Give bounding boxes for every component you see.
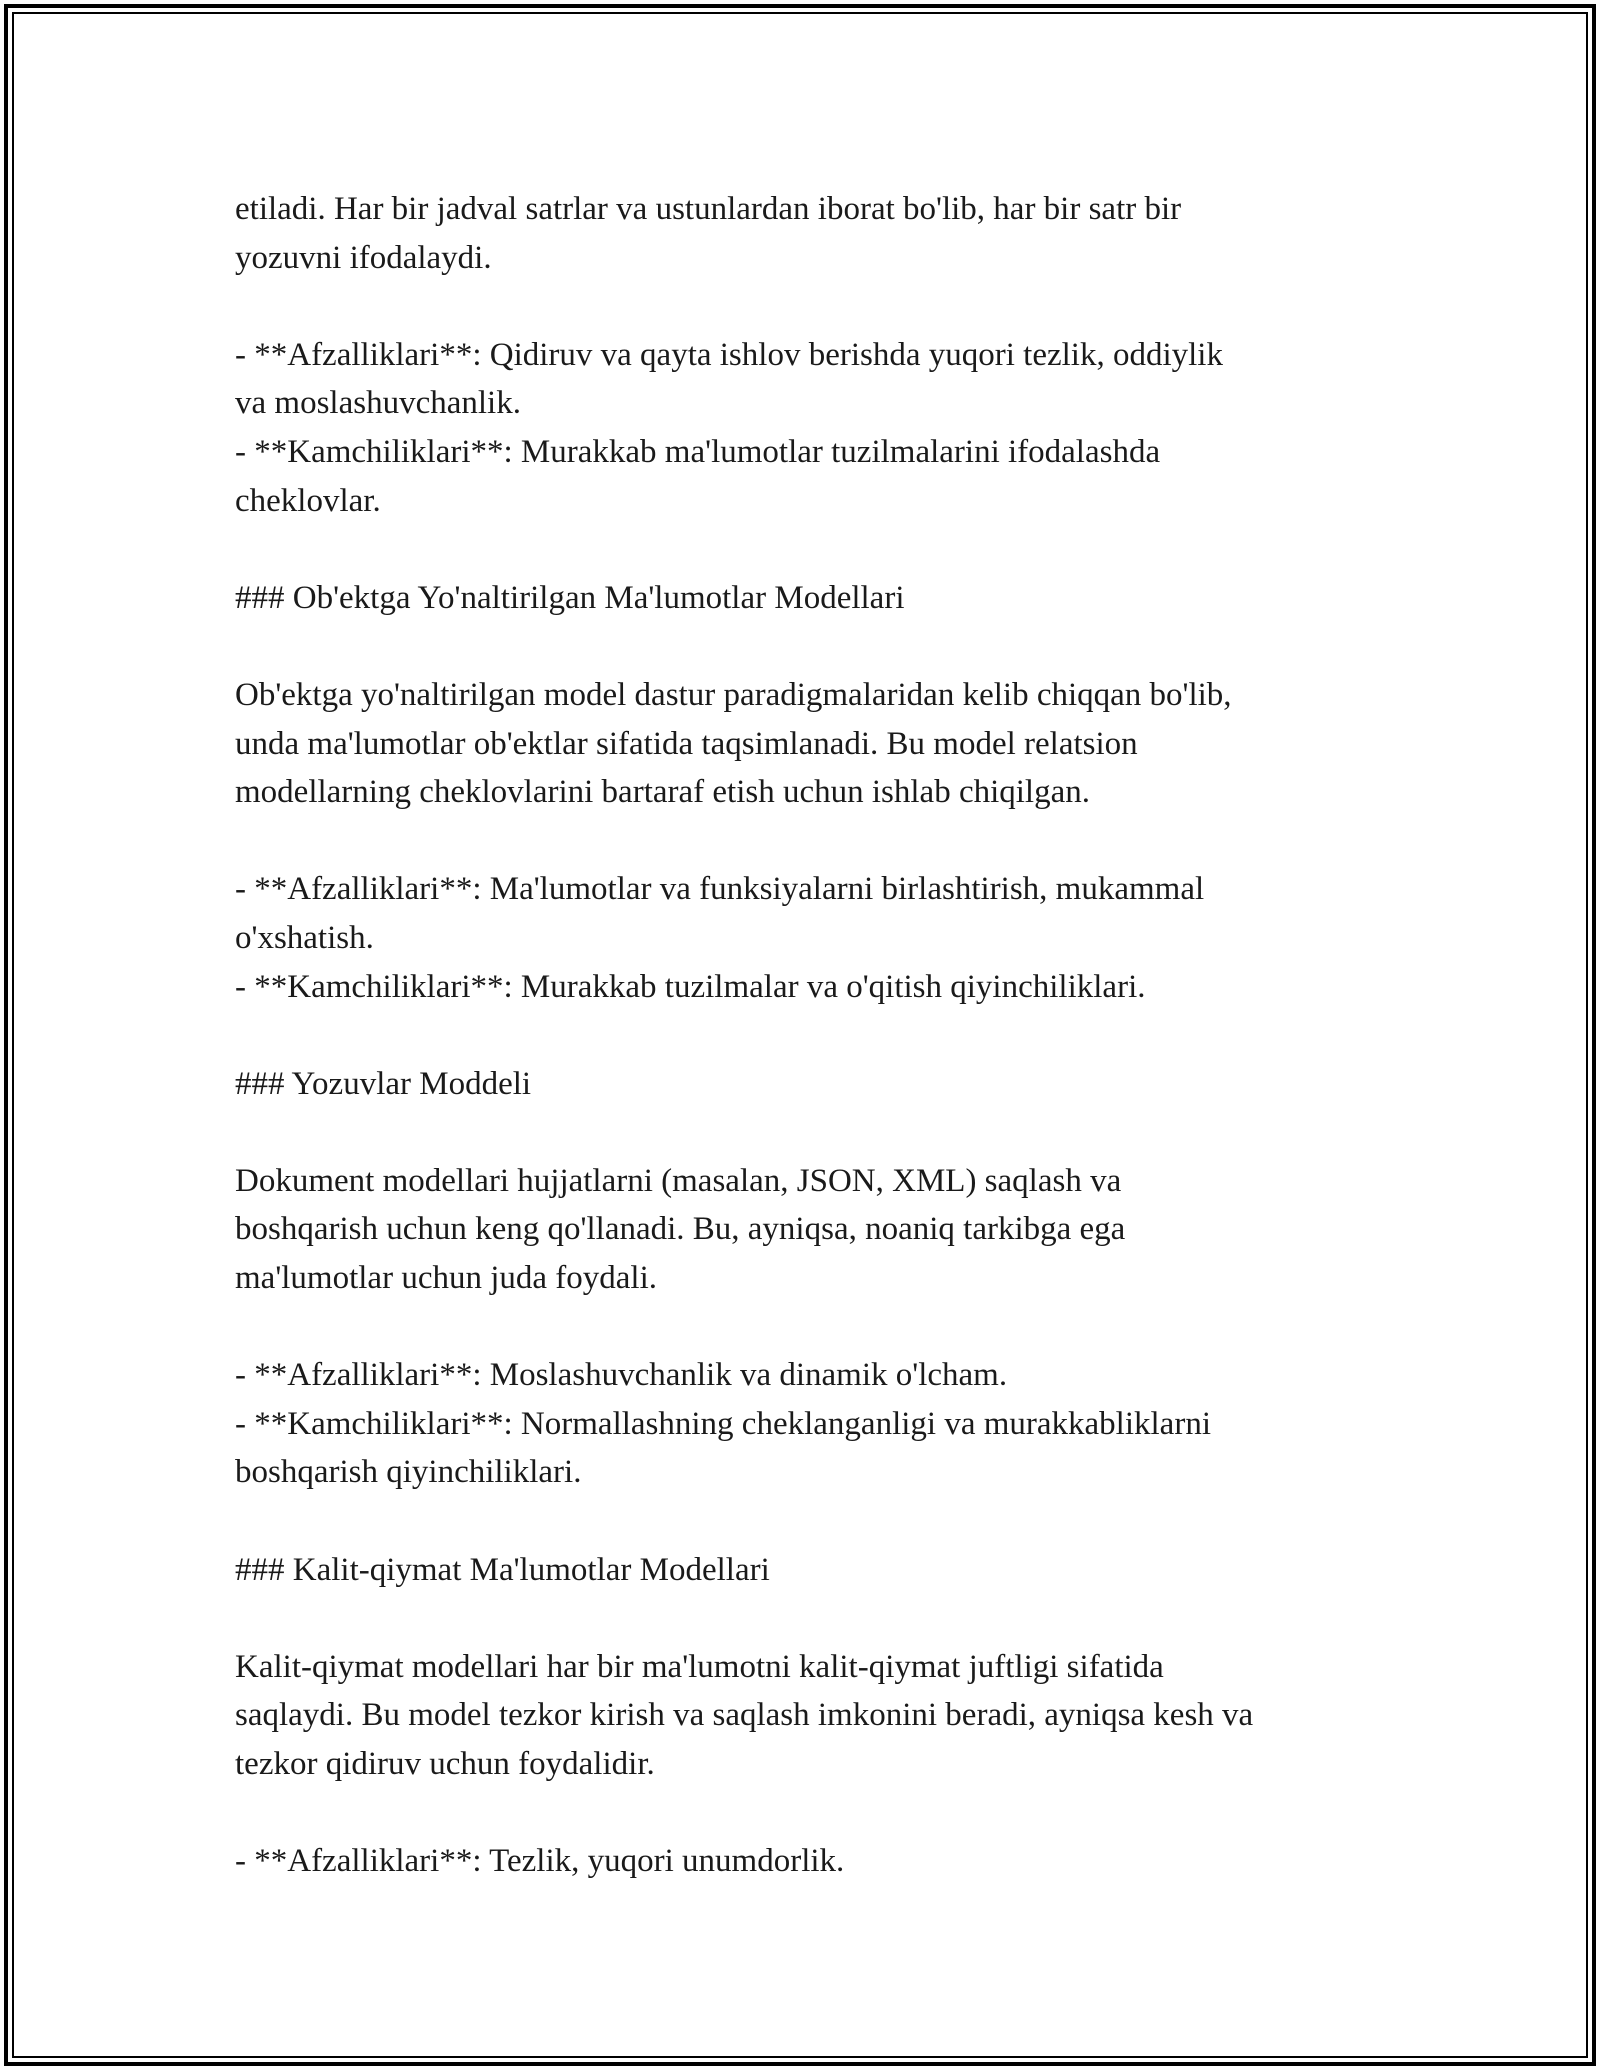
body-paragraph	[235, 1157, 1395, 1303]
bullet-list	[235, 1351, 1395, 1497]
bullet-list	[235, 1837, 1395, 1886]
document-page	[235, 185, 1395, 1886]
list-item-line: - **Kamchiliklari**: Murakkab ma'lumotlar tuzilmalarini ifodalashda	[235, 433, 1161, 470]
paragraph-line: tezkor qidiruv uchun foydalidir.	[235, 1746, 655, 1782]
heading-text: ### Kalit-qiymat Ma'lumotlar Modellari	[235, 1551, 770, 1588]
body-paragraph	[235, 1643, 1395, 1789]
list-item-line: - **Afzalliklari**: Moslashuvchanlik va dinamik o'lcham.	[235, 1357, 1008, 1394]
paragraph-line: saqlaydi. Bu model tezkor kirish va saqlash imkonini beradi, ayniqsa kesh va	[235, 1697, 1254, 1734]
heading-text: ### Ob'ektga Yo'naltirilgan Ma'lumotlar Modellari	[235, 579, 905, 616]
section-heading	[235, 1546, 1395, 1595]
paragraph-line: Kalit-qiymat modellari har bir ma'lumotni kalit-qiymat juftligi sifatida	[235, 1648, 1164, 1685]
paragraph-line: ma'lumotlar uchun juda foydali.	[235, 1260, 658, 1297]
paragraph-line: modellarning cheklovlarini bartaraf etish uchun ishlab chiqilgan.	[235, 774, 1090, 811]
body-paragraph	[235, 185, 1395, 282]
list-item-line: - **Afzalliklari**: Qidiruv va qayta ishlov berishda yuqori tezlik, oddiylik	[235, 336, 1223, 373]
heading-text: ### Yozuvlar Moddeli	[235, 1065, 532, 1102]
list-item-line: - **Afzalliklari**: Tezlik, yuqori unumdorlik.	[235, 1843, 845, 1880]
list-item-line: - **Kamchiliklari**: Normallashning cheklanganligi va murakkabliklarni	[235, 1405, 1211, 1442]
paragraph-line: boshqarish uchun keng qo'llanadi. Bu, ayniqsa, noaniq tarkibga ega	[235, 1211, 1126, 1248]
paragraph-line: unda ma'lumotlar ob'ektlar sifatida taqsimlanadi. Bu model relatsion	[235, 725, 1138, 762]
bullet-list	[235, 865, 1395, 1011]
paragraph-line: yozuvni ifodalaydi.	[235, 239, 492, 276]
list-item-line: - **Afzalliklari**: Ma'lumotlar va funksiyalarni birlashtirish, mukammal	[235, 871, 1205, 908]
section-heading	[235, 574, 1395, 623]
list-item-line: cheklovlar.	[235, 482, 381, 519]
paragraph-line: etiladi. Har bir jadval satrlar va ustunlardan iborat bo'lib, har bir satr bir	[235, 191, 1182, 227]
paragraph-line: Dokument modellari hujjatlarni (masalan, JSON, XML) saqlash va	[235, 1162, 1122, 1199]
bullet-list	[235, 331, 1395, 525]
list-item-line: boshqarish qiyinchiliklari.	[235, 1454, 582, 1491]
list-item-line: - **Kamchiliklari**: Murakkab tuzilmalar va o'qitish qiyinchiliklari.	[235, 968, 1146, 1005]
list-item-line: va moslashuvchanlik.	[235, 385, 521, 422]
body-paragraph	[235, 671, 1395, 817]
section-heading	[235, 1060, 1395, 1109]
paragraph-line: Ob'ektga yo'naltirilgan model dastur paradigmalaridan kelib chiqqan bo'lib,	[235, 676, 1232, 713]
list-item-line: o'xshatish.	[235, 919, 374, 956]
